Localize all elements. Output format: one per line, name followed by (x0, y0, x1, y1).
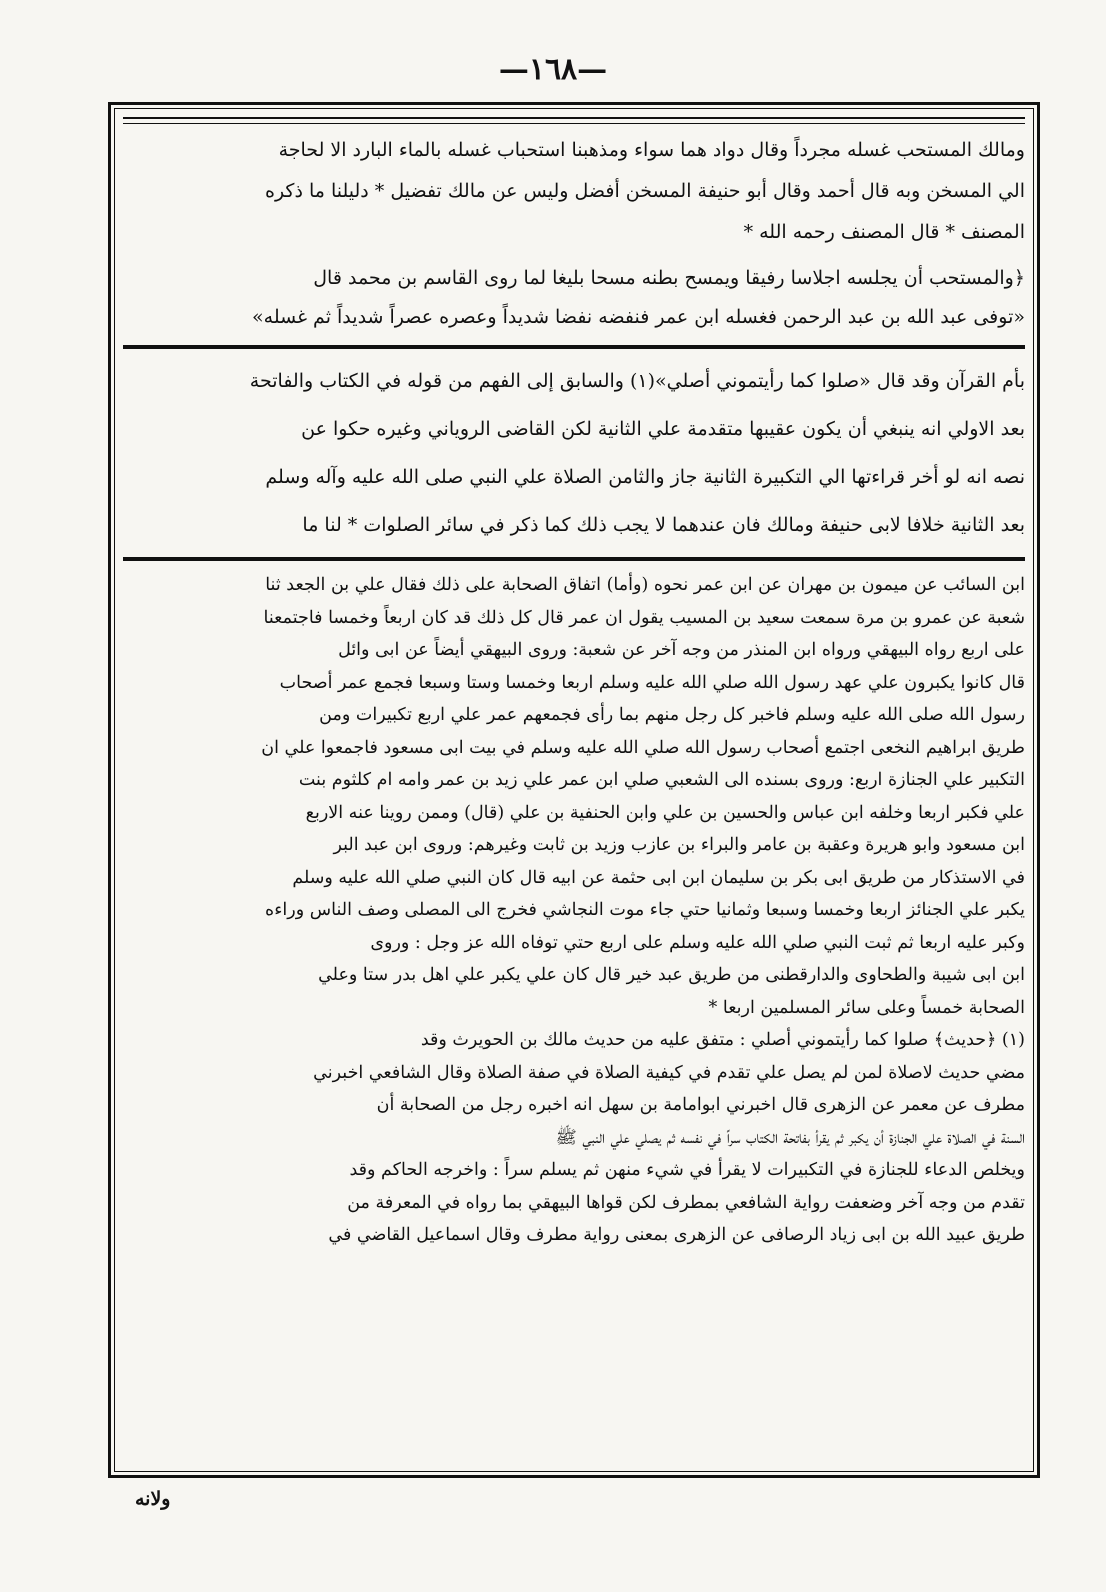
text-line: الصحابة خمساً وعلى سائر المسلمين اربعا * (708, 997, 1025, 1018)
text-line: المصنف * قال المصنف رحمه الله * (743, 221, 1025, 243)
text-line: التكبير علي الجنازة اربع: وروى بسنده الى الشعبي صلي ابن عمر علي زيد بن عمر وامه ام كلثوم بنت (298, 770, 1025, 790)
text-line: ويخلص الدعاء للجنازة في التكبيرات لا يقرأ في شيء منهن ثم يسلم سراً : واخرجه الحاكم وقد (349, 1160, 1025, 1180)
matn-text (123, 259, 1025, 337)
text-line: رسول الله صلى الله عليه وسلم فاخبر كل رجل منهم بما رأى فجمعهم عمر علي اربع تكبيرات ومن (319, 705, 1025, 725)
text-line: بعد الثانية خلافا لابى حنيفة ومالك فان عندهما لا يجب ذلك كما ذكر في سائر الصلوات * لنا ما (302, 514, 1025, 536)
text-line: ومالك المستحب غسله مجرداً وقال دواد هما سواء ومذهبنا استحباب غسله بالماء البارد الا لحاجة (278, 139, 1025, 161)
middle-text (123, 357, 1025, 549)
text-line: ﴿والمستحب أن يجلسه اجلاسا رفيقا ويمسح بطنه مسحا بليغا لما روى القاسم بن محمد قال (313, 267, 1025, 289)
footnote (123, 1024, 1025, 1252)
text-line: طريق عبيد الله بن ابى زياد الرصافى عن الزهرى بمعنى رواية مطرف وقال اسماعيل القاضي في (328, 1225, 1025, 1245)
text-line: وكبر عليه اربعا ثم ثبت النبي صلي الله عليه وسلم على اربع حتي توفاه الله عز وجل : وروى (370, 932, 1025, 953)
section-divider (123, 345, 1025, 349)
section-divider (123, 557, 1025, 561)
top-rule (123, 117, 1025, 124)
text-line: تقدم من وجه آخر وضعفت رواية الشافعي بمطرف لكن قواها البيهقي بما رواه في المعرفة من (347, 1192, 1025, 1213)
commentary-top (123, 130, 1025, 253)
text-line: بأم القرآن وقد قال «صلوا كما رأيتموني أصلي»(١) والسابق إلى الفهم من قوله في الكتاب والفاتحة (249, 370, 1025, 392)
page-number: —١٦٨— (498, 52, 608, 87)
text-line: مطرف عن معمر عن الزهرى قال اخبرني ابوامامة بن سهل انه اخبره رجل من الصحابة أن (376, 1095, 1025, 1115)
text-line: في الاستذكار من طريق ابى بكر بن سليمان ابن ابى حثمة عن ابيه قال كان النبي صلي الله عليه وسلم (292, 867, 1025, 888)
text-line: مضي حديث لاصلاة لمن لم يصل علي تقدم في كيفية الصلاة في صفة الصلاة وقال الشافعي اخبرني (313, 1062, 1025, 1083)
text-line: علي فكبر اربعا وخلفه ابن عباس والحسين بن علي وابن الحنفية بن علي (قال) وممن روينا عنه الاربع (305, 802, 1025, 823)
text-line: شعبة عن عمرو بن مرة سمعت سعيد بن المسيب يقول ان عمر قال كل ذلك قد كان اربعاً وخمسا فاجتمعنا (263, 607, 1025, 628)
text-line: على اربع رواه البيهقي ورواه ابن المنذر من وجه آخر عن شعبة: وروى البيهقي أيضاً عن ابى وائل (338, 640, 1025, 660)
text-line: قال كانوا يكبرون علي عهد رسول الله صلي الله عليه وسلم اربعا وخمسا وستا وسبعا فجمع عمر أصحاب (279, 672, 1025, 693)
text-line: السنة في الصلاة علي الجنازة أن يكبر ثم يقرأ بفاتحة الكتاب سراً في نفسه ثم يصلي علي النبي ﷺ (555, 1127, 1025, 1148)
text-line: «توفى عبد الله بن عبد الرحمن فغسله ابن عمر فنفضه نفضا شديداً وعصره عصراً شديداً ثم غسله» (252, 306, 1025, 328)
page-frame (108, 102, 1040, 1478)
text-line: يكبر علي الجنائز اربعا وخمسا وسبعا وثمانيا حتي جاء موت النجاشي فخرج الى المصلى وصف الناس وراءه (265, 900, 1025, 920)
text-line: طريق ابراهيم النخعى اجتمع أصحاب رسول الله صلي الله عليه وسلم في بيت ابى مسعود فاجمعوا علي ان (261, 737, 1025, 758)
text-line: نصه انه لو أخر قراءتها الي التكبيرة الثانية جاز والثامن الصلاة علي النبي صلى الله عليه وآله وسلم (265, 466, 1025, 488)
text-line: الي المسخن وبه قال أحمد وقال أبو حنيفة المسخن أفضل وليس عن مالك تفضيل * دليلنا ما ذكره (264, 180, 1025, 202)
text-line: (١) ﴿حديث﴾ صلوا كما رأيتموني أصلي : متفق عليه من حديث مالك بن الحويرث وقد (420, 1030, 1025, 1050)
text-line: ابن مسعود وابو هريرة وعقبة بن عامر والبراء بن عازب وزيد بن ثابت وغيرهم: وروى ابن عبد البر (333, 835, 1025, 855)
text-line: ابن ابى شيبة والطحاوى والدارقطنى من طريق عبد خير قال كان علي يكبر علي اهل بدر ستا وعلي (318, 965, 1025, 985)
lower-text (123, 569, 1025, 1024)
text-line: ابن السائب عن ميمون بن مهران عن ابن عمر نحوه (وأما) اتفاق الصحابة على ذلك فقال علي بن الجعد ثنا (265, 575, 1025, 595)
text-line: بعد الاولي انه ينبغي أن يكون عقيبها متقدمة علي الثانية لكن القاضى الروياني وغيره حكوا عن (301, 418, 1025, 440)
catchword: ولانه (135, 1488, 171, 1510)
